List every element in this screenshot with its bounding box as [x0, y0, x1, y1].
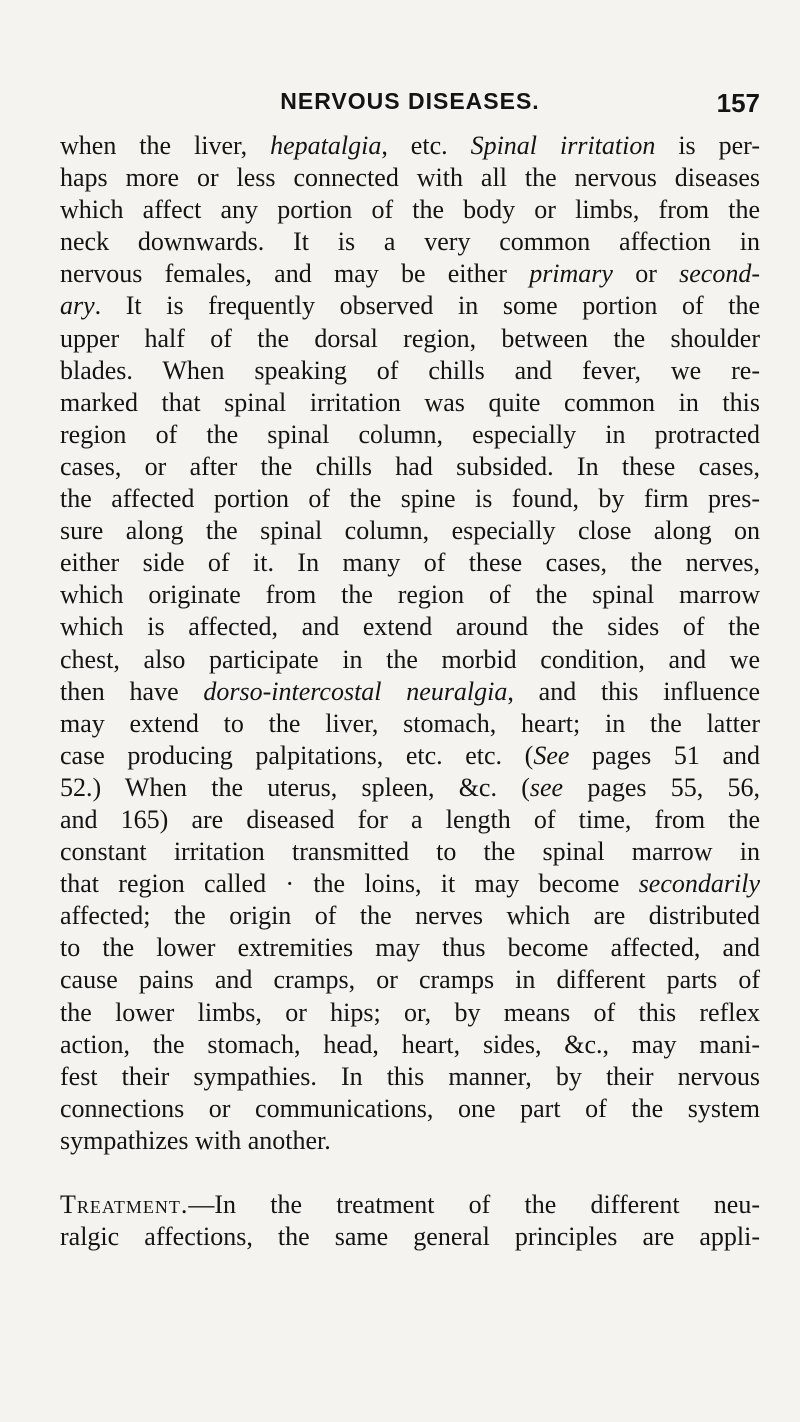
text-line: region of the spinal column, especially in protracted — [60, 419, 760, 449]
text-line: and 165) are diseased for a length of time, from the — [60, 804, 760, 834]
text-line: to the lower extremities may thus become affected, and — [60, 933, 760, 963]
text-line: affected; the origin of the nerves which are distributed — [60, 901, 760, 931]
text-line: which affect any portion of the body or limbs, from the — [60, 195, 760, 225]
text-line: which originate from the region of the spinal marrow — [60, 580, 760, 610]
text-line: when the liver, hepatalgia, etc. Spinal irritation is per- — [60, 131, 760, 160]
text-line: sure along the spinal column, especially close along on — [60, 516, 760, 546]
text-line: fest their sympathies. In this manner, by their nervous — [60, 1061, 760, 1091]
running-title: NERVOUS DISEASES. — [280, 88, 540, 114]
text-line: marked that spinal irritation was quite common in this — [60, 387, 760, 417]
text-line: may extend to the liver, stomach, heart; in the latter — [60, 708, 760, 738]
text-line: constant irritation transmitted to the spinal marrow in — [60, 837, 760, 867]
text-line: then have dorso-intercostal neuralgia, and this influence — [60, 676, 761, 706]
body-text — [60, 130, 760, 1253]
text-line: haps more or less connected with all the nervous diseases — [60, 163, 760, 193]
text-line: neck downwards. It is a very common affection in — [60, 227, 760, 257]
text-line: that region called · the loins, it may become secondarily — [60, 869, 760, 899]
paragraph-gap — [60, 1157, 760, 1189]
text-line: the lower limbs, or hips; or, by means of this reflex — [60, 997, 760, 1027]
text-line: upper half of the dorsal region, between the shoulder — [60, 323, 760, 353]
text-line: cases, or after the chills had subsided. In these cases, — [60, 451, 760, 481]
text-line: blades. When speaking of chills and fever, we re- — [60, 355, 760, 385]
section-heading: Treatment. — [60, 1190, 189, 1219]
text-line: nervous females, and may be either primary or second- — [60, 259, 760, 289]
text-line: 52.) When the uterus, spleen, &c. (see pages 55, 56, — [60, 772, 761, 802]
paragraph-spinal-irritation — [60, 130, 760, 1157]
text-line: either side of it. In many of these cases, the nerves, — [60, 548, 760, 578]
text-line: the affected portion of the spine is found, by firm pres- — [60, 484, 760, 514]
text-line: ary. It is frequently observed in some portion of the — [60, 291, 760, 321]
page-header — [60, 88, 760, 128]
text-line: cause pains and cramps, or cramps in different parts of — [60, 965, 760, 995]
text-line: case producing palpitations, etc. etc. (See pages 51 and — [60, 740, 760, 770]
text-line: ralgic affections, the same general principles are appli- — [60, 1222, 760, 1252]
text-line: action, the stomach, head, heart, sides, &c., may mani- — [60, 1029, 760, 1059]
text-line: which is affected, and extend around the sides of the — [60, 612, 760, 642]
text-line: sympathizes with another. — [60, 1125, 331, 1155]
page-number: 157 — [716, 88, 760, 118]
text-line: Treatment.—In the treatment of the different neu- — [60, 1190, 760, 1219]
paragraph-treatment — [60, 1189, 760, 1253]
text-line: connections or communications, one part of the system — [60, 1093, 760, 1123]
text-line: chest, also participate in the morbid condition, and we — [60, 644, 760, 674]
